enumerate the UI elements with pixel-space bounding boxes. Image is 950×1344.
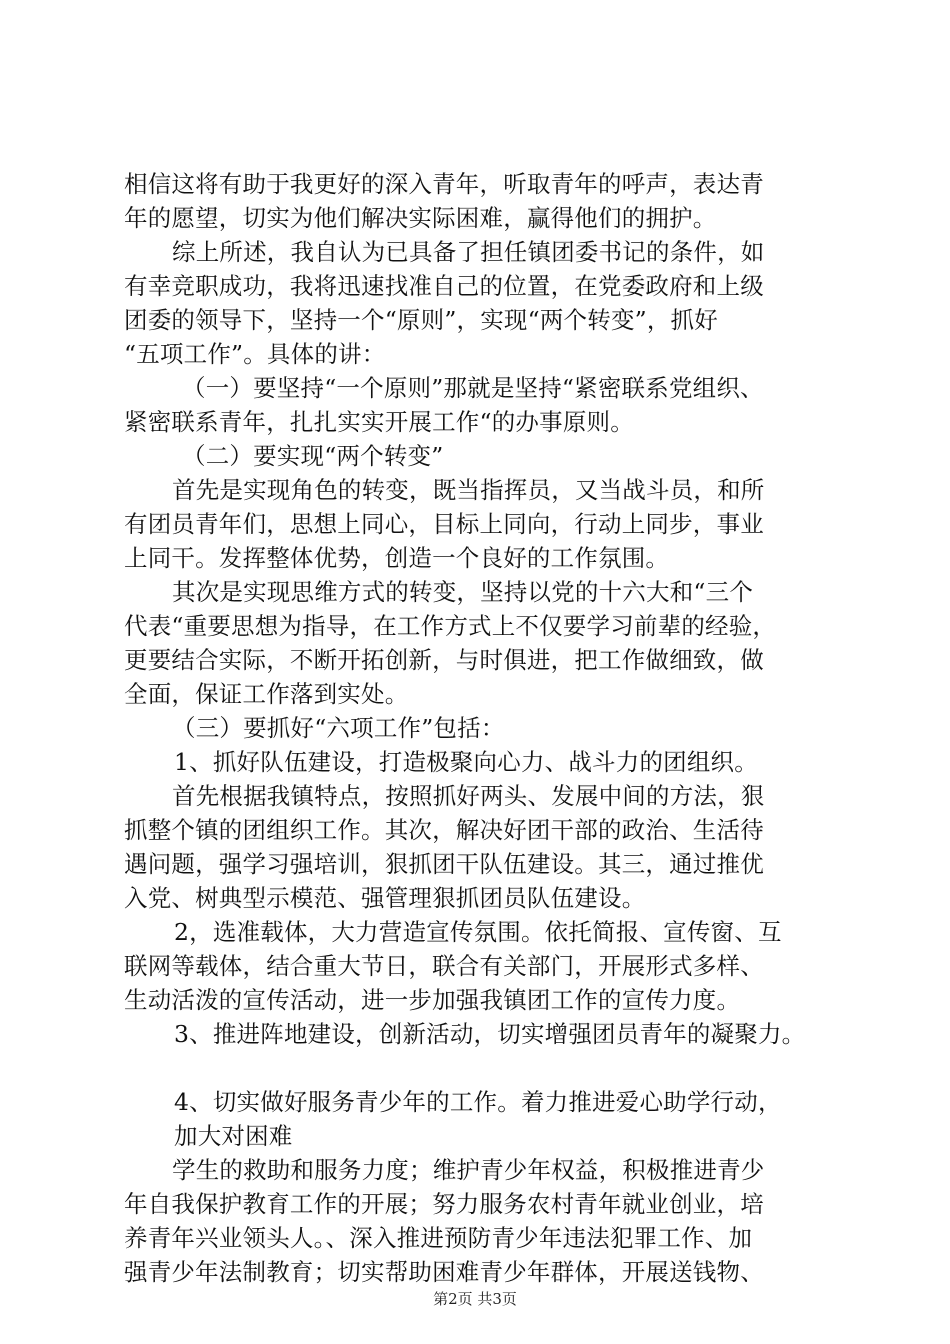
text-line: 入党、树典型示模范、强管理狠抓团员队伍建设。: [124, 884, 646, 912]
text-line: 首先是实现角色的转变，既当指挥员，又当战斗员，和所: [172, 476, 765, 504]
text-line: 有幸竞职成功，我将迅速找准自己的位置，在党委政府和上级: [124, 272, 764, 300]
text-line: 其次是实现思维方式的转变，坚持以党的十六大和“三个: [172, 578, 754, 606]
text-line: 有团员青年们，思想上同心，目标上同向，行动上同步，事业: [124, 510, 764, 538]
page-footer: [0, 1289, 950, 1309]
text-line: 生动活泼的宣传活动，进一步加强我镇团工作的宣传力度。: [124, 986, 741, 1014]
text-line: 年的愿望，切实为他们解决实际困难，赢得他们的拥护。: [124, 204, 717, 232]
text-line: 更要结合实际，不断开拓创新，与时俱进，把工作做细致，做: [124, 646, 764, 674]
text-line: 1、抓好队伍建设，打造极聚向心力、战斗力的团组织。: [174, 748, 758, 776]
blank-line: [124, 1051, 864, 1085]
text-line: 4、切实做好服务青少年的工作。着力推进爱心助学行动，: [174, 1088, 782, 1116]
text-line: 首先根据我镇特点，按照抓好两头、发展中间的方法，狠: [172, 782, 765, 810]
text-line: 加大对困难: [174, 1122, 293, 1150]
text-line: 代表“重要思想为指导，在工作方式上不仅要学习前辈的经验，: [124, 612, 777, 640]
text-line: 2，选准载体，大力营造宣传氛围。依托简报、宣传窗、互: [174, 918, 782, 946]
text-line: 强青少年法制教育；切实帮助困难青少年群体，开展送钱物、: [124, 1258, 764, 1286]
text-line: 联网等载体，结合重大节日，联合有关部门，开展形式多样、: [124, 952, 764, 980]
document-body: [124, 167, 864, 1289]
page-number: 第2页 共3页: [433, 1290, 517, 1308]
text-line: 3、推进阵地建设，创新活动，切实增强团员青年的凝聚力。: [174, 1020, 806, 1048]
text-line: 年自我保护教育工作的开展；努力服务农村青年就业创业，培: [124, 1190, 764, 1218]
text-line: 团委的领导下，坚持一个“原则”，实现“两个转变”，抓好: [124, 306, 718, 334]
text-line: （一）要坚持“一个原则”那就是坚持“紧密联系党组织、: [182, 374, 764, 402]
text-line: 紧密联系青年，扎扎实实开展工作“的办事原则。: [124, 408, 634, 436]
text-line: 综上所述，我自认为已具备了担任镇团委书记的条件，如: [172, 238, 765, 266]
text-line: 遇问题，强学习强培训，狠抓团干队伍建设。其三，通过推优: [124, 850, 764, 878]
text-line: （三）要抓好“六项工作”包括：: [172, 714, 505, 742]
text-line: 养青年兴业领头人。、深入推进预防青少年违法犯罪工作、加: [124, 1224, 753, 1252]
text-line: 学生的救助和服务力度；维护青少年权益，积极推进青少: [172, 1156, 765, 1184]
text-line: 相信这将有助于我更好的深入青年，听取青年的呼声，表达青: [124, 170, 764, 198]
text-line: 抓整个镇的团组织工作。其次，解决好团干部的政治、生活待: [124, 816, 764, 844]
text-line: “五项工作”。具体的讲：: [124, 340, 386, 368]
text-line: 上同干。发挥整体优势，创造一个良好的工作氛围。: [124, 544, 670, 572]
text-line: （二）要实现“两个转变”: [182, 442, 444, 470]
text-line: 全面，保证工作落到实处。: [124, 680, 409, 708]
